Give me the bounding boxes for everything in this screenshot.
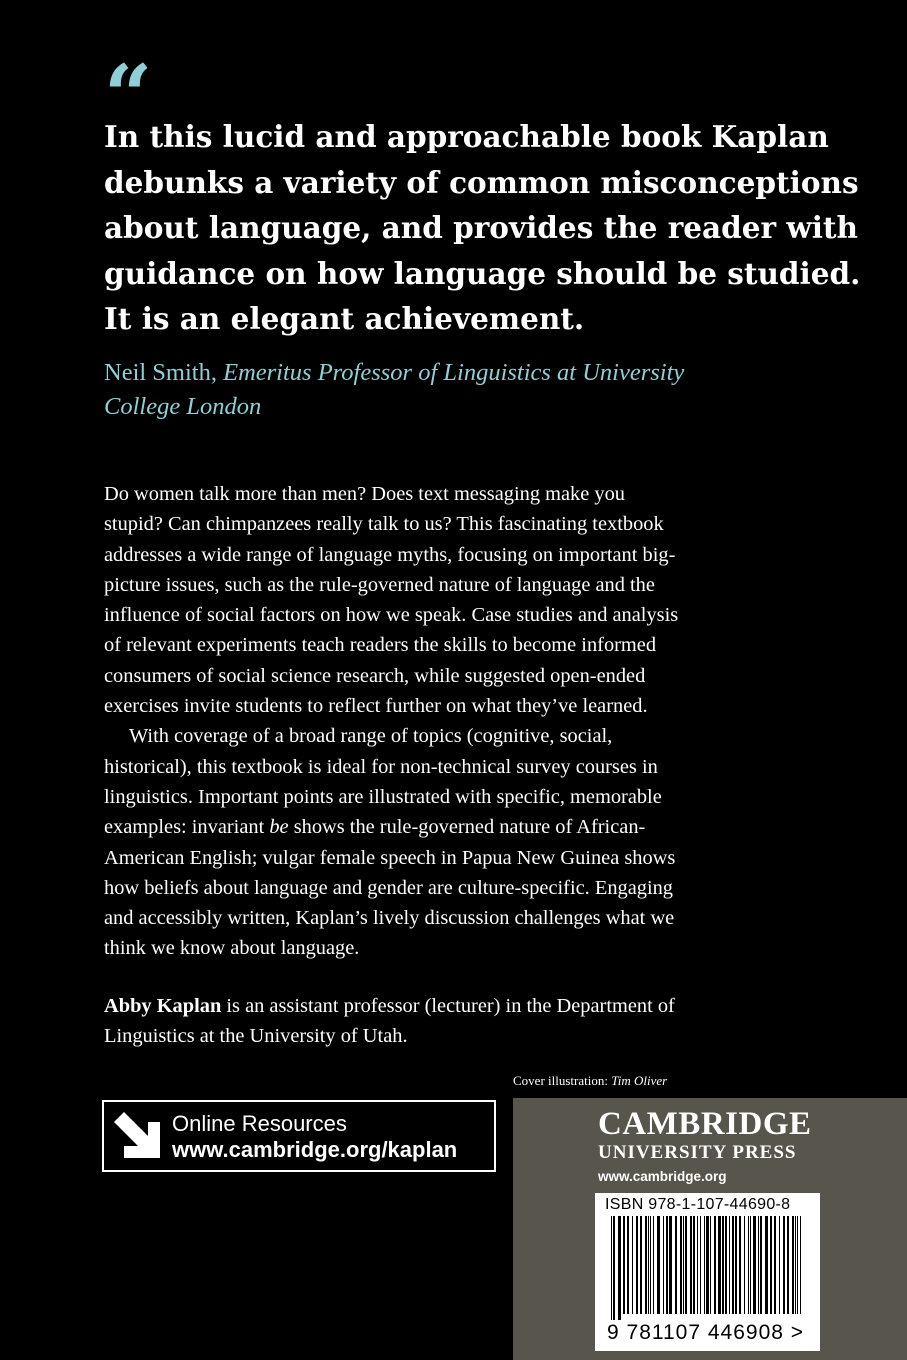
description-line: think we know about language. [104,937,360,960]
author-bio-line [104,991,824,1021]
quote-line: guidance on how language should be studied. [104,255,861,291]
quote-line: In this lucid and approachable book Kaplan [104,119,829,154]
barcode-bar [795,1216,796,1314]
barcode-bar [636,1216,638,1314]
description-line: and accessibly written, Kaplan’s lively discussion challenges what we [104,907,675,930]
description-line: linguistics. Important points are illustrated with specific, memorable [104,785,662,808]
barcode-bar [669,1216,672,1314]
description-text: shows the rule-governed nature of African- [288,816,646,839]
barcode-bar [697,1216,698,1314]
online-resources-box [102,1100,496,1172]
publisher-url[interactable]: www.cambridge.org [598,1169,727,1184]
barcode-bar [722,1216,724,1314]
description-line [104,812,824,842]
quote-line: It is an elegant achievement. [104,301,585,336]
barcode-bar [765,1216,768,1314]
barcode-bar [627,1216,629,1314]
quote-line: debunks a variety of common misconceptions [104,164,859,200]
barcode-bar [675,1216,677,1314]
arrow-down-right-icon [112,1110,164,1162]
description-line: picture issues, such as the rule-governed nature of language and the [104,573,655,596]
barcode-bar [645,1216,647,1314]
barcode-bar [685,1216,687,1314]
barcode-bar [653,1216,654,1314]
barcode-bar [710,1216,711,1314]
online-resources-url[interactable]: www.cambridge.org/kaplan [172,1137,458,1162]
description-line: how beliefs about language and gender are culture-specific. Engaging [104,876,674,899]
description-line: exercises invite students to reflect further on what they’ve learned. [104,695,648,718]
barcode-bar [787,1216,789,1314]
barcode-bar [623,1216,625,1314]
description-paragraph-2 [104,721,824,963]
barcode-bar [632,1216,633,1314]
attribution-role-cont: College London [104,393,262,420]
barcode-bar [770,1216,772,1314]
attribution-role: Emeritus Professor of Linguistics at University [223,359,685,386]
quote-line: about language, and provides the reader with [104,210,859,245]
author-bio-line: Linguistics at the University of Utah. [104,1025,408,1048]
barcode-bar [729,1216,730,1314]
barcode-bar [800,1216,801,1314]
description-line: addresses a wide range of language myths, focusing on important big- [104,543,676,566]
barcode [595,1193,820,1351]
barcode-bar [700,1216,701,1314]
quote-attribution [104,356,824,424]
barcode-bar [718,1216,721,1314]
publisher-press: UNIVERSITY PRESS [598,1142,797,1163]
attribution-name: Neil Smith, [104,359,217,386]
author-bio [104,991,824,1052]
barcode-bar [714,1216,716,1314]
barcode-bar [693,1216,695,1314]
barcode-bar [683,1216,684,1314]
cover-credit-label: Cover illustration: [513,1073,612,1088]
book-description [104,479,824,964]
barcode-bar [640,1216,642,1314]
barcode-bar [725,1216,727,1314]
quote-mark: “ [104,46,153,145]
barcode-bar [611,1216,612,1320]
endorsement-quote [104,114,864,342]
isbn-label: ISBN 978-1-107-44690-8 [605,1196,791,1213]
barcode-bar [744,1216,745,1314]
cover-credit [513,1073,667,1089]
cover-artist: Tim Oliver [611,1073,668,1088]
barcode-bar [748,1216,749,1314]
author-name: Abby Kaplan [104,995,222,1017]
barcode-bar [739,1216,741,1314]
barcode-bar [750,1216,751,1314]
barcode-bar [663,1216,664,1314]
barcode-bar [706,1216,709,1314]
barcode-bar [774,1216,776,1314]
barcode-bar [753,1216,756,1314]
barcode-bar [779,1216,780,1314]
barcode-bar [680,1216,682,1314]
description-line: With coverage of a broad range of topics (cognitive, social, [129,725,613,748]
barcode-bar [732,1216,734,1314]
author-bio-text: is an assistant professor (lecturer) in the Department of [221,995,675,1017]
barcode-bar [792,1216,794,1314]
barcode-bar [704,1216,705,1314]
barcode-bar [760,1216,762,1314]
description-line: historical), this textbook is ideal for non-technical survey courses in [104,755,658,778]
barcode-bar [783,1216,785,1314]
description-text: examples: invariant [104,816,270,839]
publisher-block [513,1098,907,1360]
barcode-bar [690,1216,692,1314]
description-line: Do women talk more than men? Does text messaging make you [104,483,625,505]
barcode-bar [797,1216,798,1314]
barcode-bar [618,1216,621,1320]
description-line: stupid? Can chimpanzees really talk to us? This fascinating textbook [104,513,664,536]
publisher-name: CAMBRIDGE [598,1106,812,1142]
online-resources-title: Online Resources [172,1111,347,1136]
description-line: influence of social factors on how we speak. Case studies and analysis [104,604,679,627]
description-line: consumers of social science research, while suggested open-ended [104,664,646,687]
barcode-digits: 9 781107 446908 > [607,1321,805,1344]
emphasis-be: be [269,816,289,839]
barcode-bar [613,1216,615,1320]
barcode-bar [735,1216,737,1314]
barcode-bar [758,1216,759,1314]
barcode-bars [609,1216,806,1322]
barcode-bar [657,1216,660,1314]
description-line: American English; vulgar female speech in Papua New Guinea shows [104,846,676,869]
description-paragraph-1 [104,479,824,721]
barcode-bar [650,1216,651,1314]
barcode-bar [666,1216,668,1314]
description-line: of relevant experiments teach readers the skills to become informed [104,634,657,657]
barcode-bar [648,1216,649,1314]
